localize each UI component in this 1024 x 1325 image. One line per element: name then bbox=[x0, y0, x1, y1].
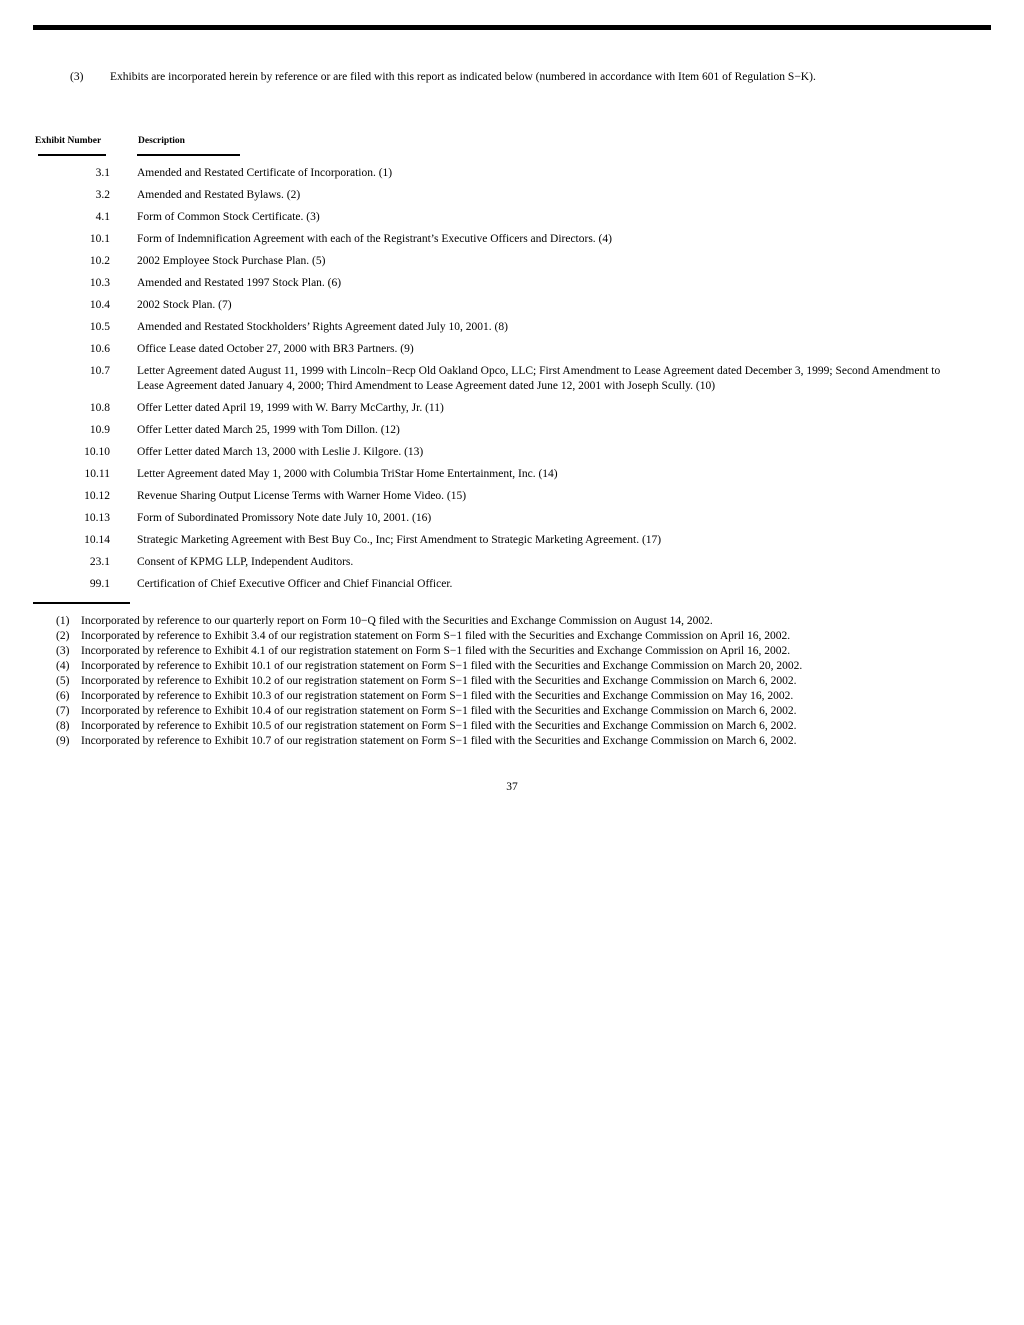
table-row bbox=[0, 364, 1024, 394]
footnote bbox=[0, 614, 1024, 629]
footnote bbox=[0, 734, 1024, 749]
exhibit-description: Letter Agreement dated August 11, 1999 with Lincoln−Recp Old Oakland Opco, LLC; First Amendment to Lease Agreement dated December 3, 1999; Second Amendment to Lease Agreement dated January 4, 2000; Third Amendment to Lease Agreement dated June 12, 2001 with Joseph Scully. (10) bbox=[137, 365, 941, 392]
exhibit-description: Offer Letter dated March 13, 2000 with Leslie J. Kilgore. (13) bbox=[137, 446, 424, 458]
exhibit-number: 10.7 bbox=[89, 365, 110, 377]
footnote-mark: (5) bbox=[56, 675, 70, 687]
exhibit-description: Office Lease dated October 27, 2000 with BR3 Partners. (9) bbox=[137, 343, 414, 355]
footnote-text: Incorporated by reference to our quarterly report on Form 10−Q filed with the Securities and Exchange Commission on August 14, 2002. bbox=[81, 615, 713, 627]
exhibit-description: Offer Letter dated March 25, 1999 with Tom Dillon. (12) bbox=[137, 424, 400, 436]
exhibit-number: 10.4 bbox=[89, 299, 110, 311]
footnote bbox=[0, 689, 1024, 704]
table-row bbox=[0, 320, 1024, 335]
table-row bbox=[0, 188, 1024, 203]
footnote-mark: (3) bbox=[56, 645, 70, 657]
footnote bbox=[0, 629, 1024, 644]
footnote-text: Incorporated by reference to Exhibit 10.7 of our registration statement on Form S−1 filed with the Securities and Exchange Commission on March 6, 2002. bbox=[81, 735, 797, 747]
table-row bbox=[0, 166, 1024, 181]
footnote-text: Incorporated by reference to Exhibit 10.1 of our registration statement on Form S−1 filed with the Securities and Exchange Commission on March 20, 2002. bbox=[81, 660, 803, 672]
footnote-text: Incorporated by reference to Exhibit 10.2 of our registration statement on Form S−1 filed with the Securities and Exchange Commission on March 6, 2002. bbox=[81, 675, 797, 687]
table-row bbox=[0, 445, 1024, 460]
footnote-mark: (8) bbox=[56, 720, 70, 732]
exhibit-description: Form of Subordinated Promissory Note date July 10, 2001. (16) bbox=[137, 512, 432, 524]
exhibit-number: 3.2 bbox=[95, 189, 110, 201]
exhibit-number-header: Exhibit Number bbox=[35, 136, 102, 146]
table-row bbox=[0, 555, 1024, 570]
exhibit-number: 10.2 bbox=[89, 255, 110, 267]
exhibit-description: 2002 Employee Stock Purchase Plan. (5) bbox=[137, 255, 326, 267]
exhibit-number: 3.1 bbox=[95, 167, 110, 179]
table-row bbox=[0, 401, 1024, 416]
exhibit-description: Letter Agreement dated May 1, 2000 with Columbia TriStar Home Entertainment, Inc. (14) bbox=[137, 468, 558, 480]
table-row bbox=[0, 489, 1024, 504]
exhibit-description: Revenue Sharing Output License Terms with Warner Home Video. (15) bbox=[137, 490, 467, 502]
table-row bbox=[0, 276, 1024, 291]
table-row bbox=[0, 533, 1024, 548]
table-row bbox=[0, 577, 1024, 592]
footnote-text: Incorporated by reference to Exhibit 10.4 of our registration statement on Form S−1 filed with the Securities and Exchange Commission on March 6, 2002. bbox=[81, 705, 797, 717]
exhibit-description: Consent of KPMG LLP, Independent Auditors. bbox=[137, 556, 354, 568]
exhibit-description: Amended and Restated Stockholders’ Rights Agreement dated July 10, 2001. (8) bbox=[137, 321, 508, 333]
description-header-rule bbox=[137, 154, 240, 156]
footnote bbox=[0, 704, 1024, 719]
exhibit-number: 10.5 bbox=[89, 321, 110, 333]
exhibit-number-header-rule bbox=[38, 154, 106, 156]
top-rule bbox=[33, 25, 991, 30]
exhibit-number: 10.8 bbox=[89, 402, 110, 414]
exhibit-description: Offer Letter dated April 19, 1999 with W. Barry McCarthy, Jr. (11) bbox=[137, 402, 444, 414]
footnote-mark: (7) bbox=[56, 705, 70, 717]
exhibit-number: 23.1 bbox=[89, 556, 110, 568]
footnote bbox=[0, 719, 1024, 734]
exhibit-description: Amended and Restated 1997 Stock Plan. (6) bbox=[137, 277, 342, 289]
table-row bbox=[0, 210, 1024, 225]
exhibit-number: 10.14 bbox=[84, 534, 110, 546]
exhibit-table bbox=[0, 166, 1024, 599]
exhibit-number: 10.13 bbox=[84, 512, 110, 524]
footnote bbox=[0, 659, 1024, 674]
footnote-text: Incorporated by reference to Exhibit 10.5 of our registration statement on Form S−1 filed with the Securities and Exchange Commission on March 6, 2002. bbox=[81, 720, 797, 732]
footnote-text: Incorporated by reference to Exhibit 4.1 of our registration statement on Form S−1 filed with the Securities and Exchange Commission on April 16, 2002. bbox=[81, 645, 791, 657]
footnote bbox=[0, 644, 1024, 659]
exhibit-number: 10.1 bbox=[89, 233, 110, 245]
exhibit-number: 99.1 bbox=[89, 578, 110, 590]
exhibit-description: Strategic Marketing Agreement with Best Buy Co., Inc; First Amendment to Strategic Marketing Agreement. (17) bbox=[137, 534, 662, 546]
page-number: 37 bbox=[506, 781, 518, 793]
exhibit-number: 10.6 bbox=[89, 343, 110, 355]
footnote bbox=[0, 674, 1024, 689]
intro-number: (3) bbox=[70, 71, 84, 83]
footnote-text: Incorporated by reference to Exhibit 3.4 of our registration statement on Form S−1 filed with the Securities and Exchange Commission on April 16, 2002. bbox=[81, 630, 791, 642]
table-row bbox=[0, 232, 1024, 247]
footnote-mark: (2) bbox=[56, 630, 70, 642]
footnote-mark: (9) bbox=[56, 735, 70, 747]
footnote-text: Incorporated by reference to Exhibit 10.3 of our registration statement on Form S−1 filed with the Securities and Exchange Commission on May 16, 2002. bbox=[81, 690, 794, 702]
table-row bbox=[0, 423, 1024, 438]
footnotes bbox=[0, 614, 1024, 749]
exhibit-number: 10.10 bbox=[84, 446, 110, 458]
intro-text: Exhibits are incorporated herein by reference or are filed with this report as indicated below (numbered in accordance with Item 601 of Regulation S−K). bbox=[110, 71, 816, 83]
exhibit-description: Amended and Restated Bylaws. (2) bbox=[137, 189, 301, 201]
exhibit-description: Form of Common Stock Certificate. (3) bbox=[137, 211, 320, 223]
exhibit-description: Certification of Chief Executive Officer and Chief Financial Officer. bbox=[137, 578, 453, 590]
exhibit-number: 10.9 bbox=[89, 424, 110, 436]
footnote-separator bbox=[33, 602, 130, 604]
table-row bbox=[0, 342, 1024, 357]
table-row bbox=[0, 467, 1024, 482]
exhibit-description: Amended and Restated Certificate of Incorporation. (1) bbox=[137, 167, 393, 179]
footnote-mark: (6) bbox=[56, 690, 70, 702]
exhibit-number: 10.3 bbox=[89, 277, 110, 289]
footnote-mark: (4) bbox=[56, 660, 70, 672]
exhibit-description: Form of Indemnification Agreement with each of the Registrant’s Executive Officers and Directors. (4) bbox=[137, 233, 612, 245]
exhibit-description: 2002 Stock Plan. (7) bbox=[137, 299, 232, 311]
exhibit-number: 4.1 bbox=[95, 211, 110, 223]
table-row bbox=[0, 254, 1024, 269]
table-row bbox=[0, 511, 1024, 526]
exhibit-number: 10.11 bbox=[84, 468, 110, 480]
exhibit-number: 10.12 bbox=[84, 490, 110, 502]
footnote-mark: (1) bbox=[56, 615, 70, 627]
table-row bbox=[0, 298, 1024, 313]
description-header: Description bbox=[138, 136, 185, 146]
